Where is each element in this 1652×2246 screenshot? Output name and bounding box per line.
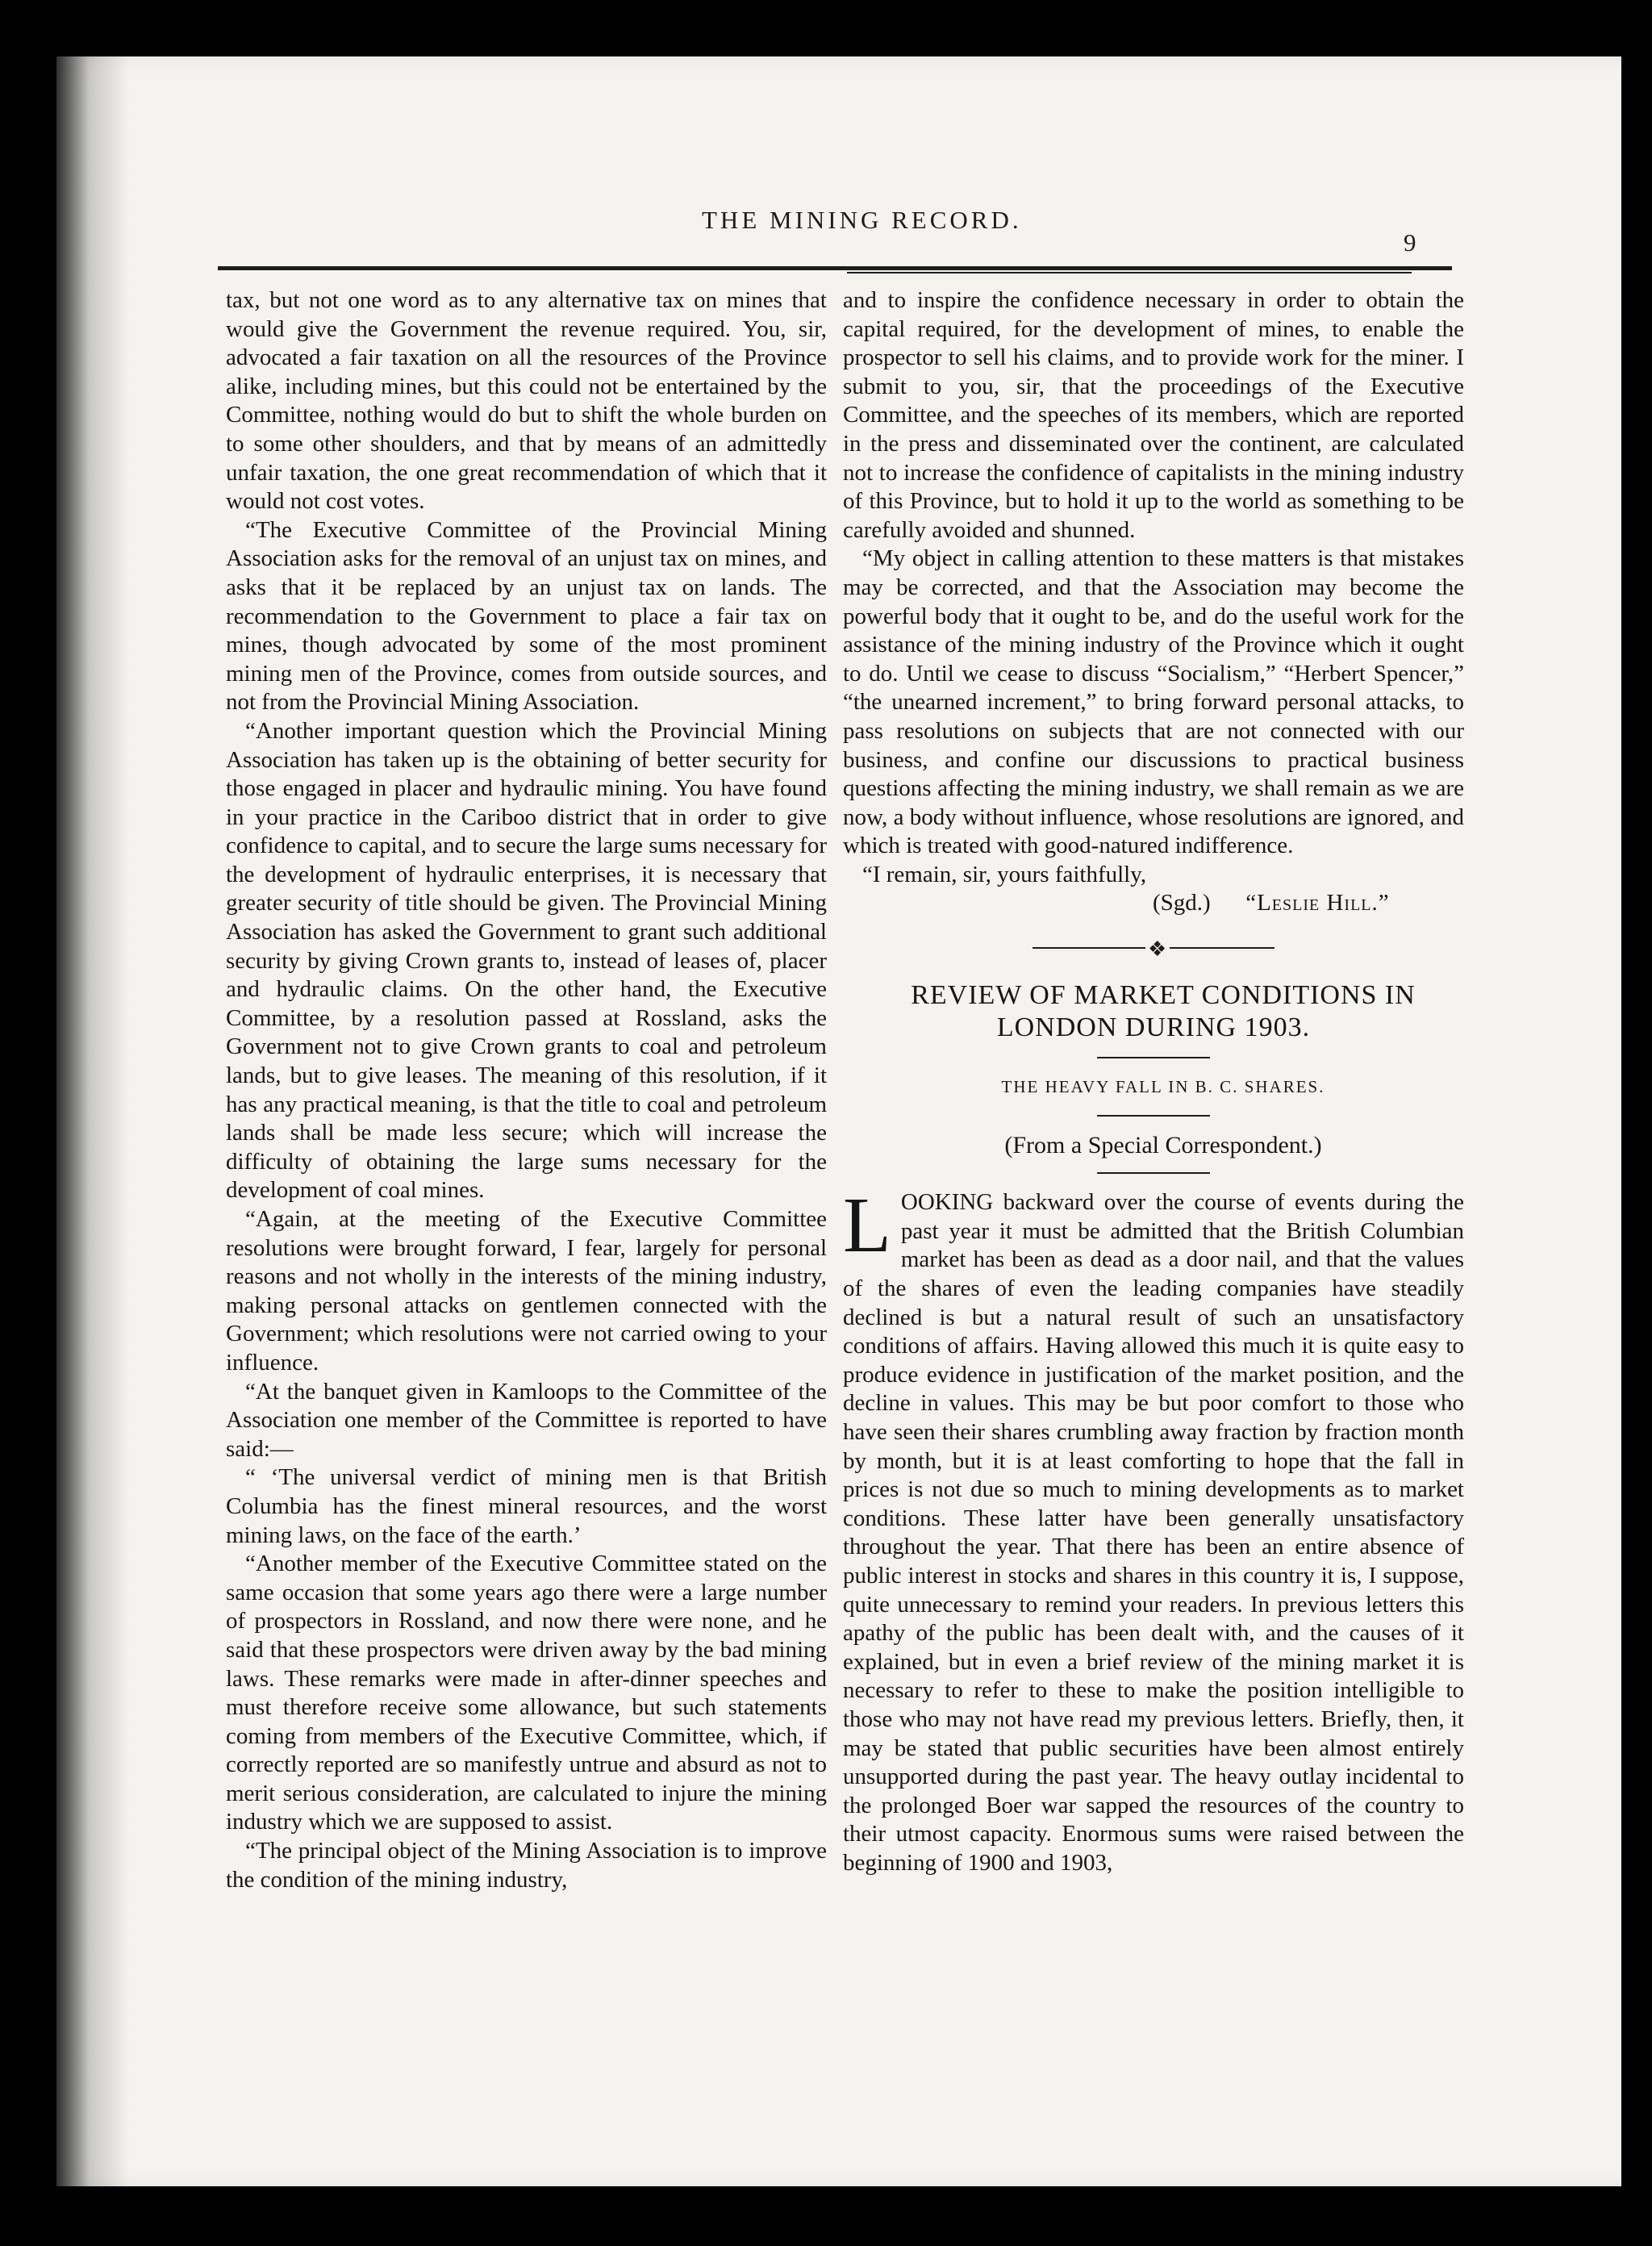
paragraph: “ ‘The universal verdict of mining men is that British Columbia has the finest mineral resources, and the worst mining laws, on the face of the earth.’: [226, 1464, 827, 1548]
ornamental-divider: [843, 933, 1464, 962]
paragraph: “The Executive Committee of the Provincial Mining Association asks for the removal of an unjust tax on mines, and asks that it be replaced by an unjust tax on lands. The recommendation to the Government to place a fair tax on mines, though advocated by some of the most prominent mining men of the Province, comes from outside sources, and not from the Provincial Mining Association.: [226, 516, 827, 716]
letter-signoff: “I remain, sir, yours faithfully,: [862, 861, 1147, 887]
diamond-ornament-icon: ❖: [1148, 937, 1167, 962]
page-number: 9: [1404, 228, 1416, 257]
drop-cap: L: [843, 1182, 891, 1270]
article-byline: (From a Special Correspondent.): [1004, 1131, 1322, 1158]
divider-line-left: [1032, 947, 1145, 949]
header-rule-thin: [847, 272, 1412, 273]
byline-rule: [1097, 1172, 1210, 1174]
letter-signature: [843, 889, 1464, 918]
running-head: THE MINING RECORD.: [702, 206, 1022, 234]
subhead-rule: [1097, 1115, 1210, 1117]
paragraph: “My object in calling attention to these matters is that mistakes may be corrected, and that the Association may become the powerful body that it ought to be, and do the useful work for the assistance of the mining industry of the Province which it ought to do. Until we cease to discuss “Socialism,” “Herbert Spencer,” “the unearned increment,” to bring forward personal attacks, to pass resolutions on subjects that are not connected with our business, and confine our discussions to practical business questions affecting the mining industry, we shall remain as we are now, a body without influence, whose resolutions are ignored, and which is treated with good-natured indifference.: [843, 545, 1464, 859]
paragraph: tax, but not one word as to any alternative tax on mines that would give the Government the revenue required. You, sir, advocated a fair taxation on all the resources of the Province alike, including mines, but this could not be entertained by the Committee, nothing would do but to shift the whole burden on to some other shoulders, and that by means of an admittedly unfair taxation, the one great recommendation of which that it would not cost votes.: [226, 287, 827, 515]
paragraph: and to inspire the confidence necessary in order to obtain the capital required, for the development of mines, to enable the prospector to sell his claims, and to provide work for the miner. I submit to you, sir, that the proceedings of the Executive Committee, and the speeches of its members, which are reported in the press and disseminated over the continent, are calculated not to increase the confidence of capitalists in the mining industry of this Province, but to hold it up to the world as something to be carefully avoided and shunned.: [843, 287, 1464, 543]
header-rule: [218, 266, 1452, 270]
paragraph: “Again, at the meeting of the Executive Committee resolutions were brought forward, I fear, largely for personal reasons and not wholly in the interests of the mining industry, making personal attacks on gentlemen connected with the Government; which resolutions were not carried owing to your influence.: [226, 1206, 827, 1376]
book-spine-shadow: [56, 56, 129, 2186]
paragraph: “Another member of the Executive Committee stated on the same occasion that some years ago there were a large number of prospectors in Rossland, and now there were none, and he said that these prospectors were driven away by the bad mining laws. These remarks were made in after-dinner speeches and must therefore receive some allowance, but such statements coming from members of the Executive Committee, which, if correctly reported are so manifestly untrue and absurd as not to merit serious consideration, are calculated to injure the mining industry which we are supposed to assist.: [226, 1551, 827, 1835]
title-rule: [1097, 1057, 1210, 1058]
article-title: REVIEW OF MARKET CONDITIONS IN LONDON DURING 1903.: [911, 980, 1416, 1043]
signature-name: “Leslie Hill.”: [1245, 890, 1390, 916]
divider-line-right: [1170, 947, 1274, 949]
paragraph: “The principal object of the Mining Association is to improve the condition of the mining industry,: [226, 1838, 827, 1893]
article-first-paragraph-text: OOKING backward over the course of events during the past year it must be admitted that the British Columbian market has been as dead as a door nail, and that the values of the shares of even the leading companies have steadily declined is but a natural result of such an unsatisfactory conditions of affairs. Having allowed this much it is quite easy to produce evidence in justification of the market position, and the decline in values. This may be but poor comfort to those who have seen their shares crumbling away fraction by fraction month by month, but it is at least comforting to hope that the fall in prices is not due so much to mining developments as to market conditions. These latter have been generally unsatisfactory throughout the year. That there has been an entire absence of public interest in stocks and shares in this country it is, I suppose, quite unnecessary to remind your readers. In previous letters this apathy of the public has been dealt with, and the causes of it explained, but in even a brief review of the mining market it is necessary to refer to these to make the position intelligible to those who may not have read my previous letters. Briefly, then, it may be stated that public securities have been almost entirely unsupported during the past year. The heavy outlay incidental to the prolonged Boer war sapped the resources of the country to their utmost capacity. Enormous sums were raised between the beginning of 1900 and 1903,: [843, 1189, 1464, 1876]
right-column: [843, 286, 1464, 1878]
paragraph: “At the banquet given in Kamloops to the Committee of the Association one member of the Committee is reported to have said:—: [226, 1378, 827, 1462]
left-column: [226, 286, 827, 1894]
paragraph: “Another important question which the Provincial Mining Association has taken up is the obtaining of better security for those engaged in placer and hydraulic mining. You have found in your practice in the Cariboo district that in order to give confidence to capital, and to secure the large sums necessary for the development of hydraulic enterprises, it is necessary that greater security of title should be given. The Provincial Mining Association has asked the Government to grant such additional security by giving Crown grants to, instead of leases of, placer and hydraulic claims. On the other hand, the Executive Committee, by a resolution passed at Rossland, asks the Government not to give Crown grants to coal and petroleum lands, but to give leases. The meaning of this resolution, if it has any practical meaning, is that the title to coal and petroleum lands shall be made less secure; which will increase the difficulty of obtaining the large sums necessary for the development of coal mines.: [226, 717, 827, 1204]
signature-prefix: (Sgd.): [1153, 890, 1211, 916]
article-subhead: THE HEAVY FALL IN B. C. SHARES.: [1001, 1077, 1325, 1097]
article-first-paragraph: [843, 1182, 1464, 1877]
